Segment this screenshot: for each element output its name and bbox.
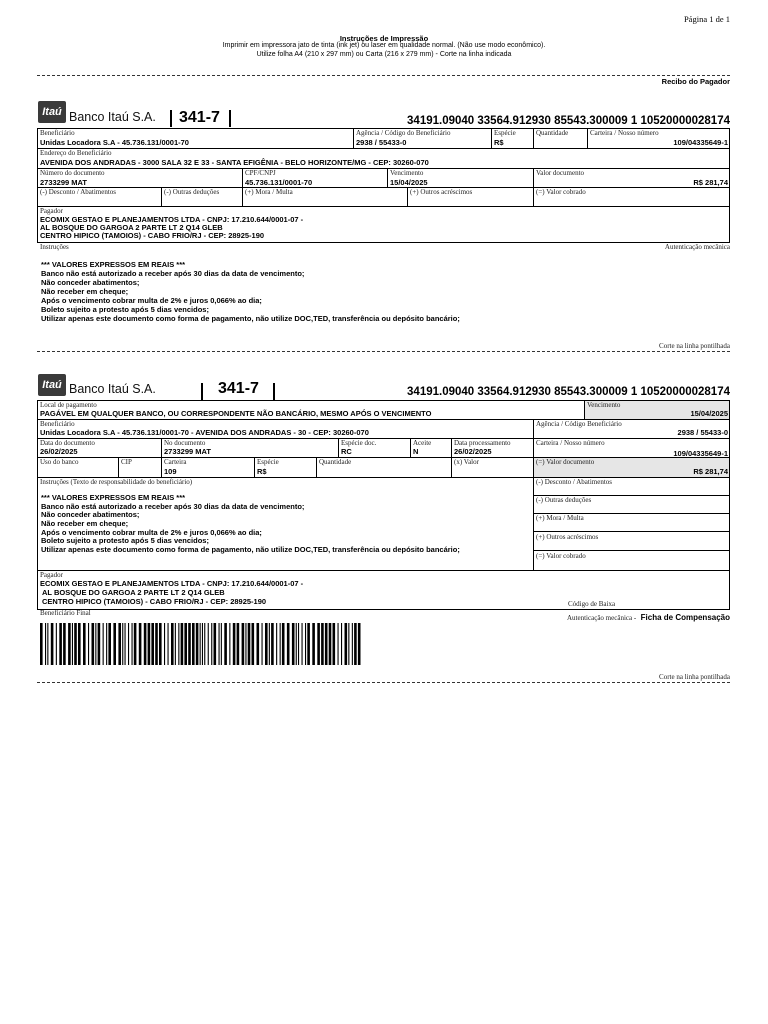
- aceite-value: N: [413, 447, 419, 456]
- data-doc-label: Data do documento: [40, 439, 95, 447]
- nosso-numero-label: Carteira / Nosso número: [536, 439, 605, 447]
- barcode-bar: [333, 623, 336, 665]
- bank-code: 341-7: [179, 109, 220, 126]
- barcode-bar: [321, 623, 324, 665]
- cpf-label: CPF/CNPJ: [245, 169, 276, 177]
- especie-value: R$: [257, 467, 267, 476]
- instruction-line: *** VALORES EXPRESSOS EM REAIS ***: [41, 493, 186, 502]
- barcode-bar: [83, 623, 86, 665]
- local-pagamento-value: PAGÁVEL EM QUALQUER BANCO, OU CORRESPONDENTE NÃO BANCÁRIO, MESMO APÓS O VENCIMENTO: [40, 409, 432, 418]
- beneficiario-label: Beneficiário: [40, 129, 75, 137]
- barcode-bar: [307, 623, 310, 665]
- aceite-label: Aceite: [413, 439, 432, 447]
- barcode: [40, 623, 362, 665]
- barcode-bar: [181, 623, 184, 665]
- barcode-bar: [128, 623, 129, 665]
- barcode-bar: [118, 623, 121, 665]
- valor-doc-value: R$ 281,74: [693, 178, 728, 187]
- cut-label: Corte na linha pontilhada: [659, 673, 730, 681]
- barcode-bar: [72, 623, 73, 665]
- num-doc-value: 2733299 MAT: [40, 178, 87, 187]
- instruction-line: Não receber em cheque;: [41, 287, 129, 296]
- barcode-bar: [47, 623, 48, 665]
- barcode-bar: [211, 623, 212, 665]
- barcode-bar: [248, 623, 251, 665]
- barcode-bar: [265, 623, 268, 665]
- agencia-label: Agência / Código Beneficiário: [536, 420, 622, 428]
- cut-label: Corte na linha pontilhada: [659, 342, 730, 350]
- especie-doc-value: RC: [341, 447, 352, 456]
- barcode-bar: [148, 623, 151, 665]
- barcode-bar: [292, 623, 295, 665]
- desconto-label: (-) Desconto / Abatimentos: [40, 188, 117, 196]
- barcode-bar: [139, 623, 142, 665]
- digitable-line: 34191.09040 33564.912930 85543.300009 1 10520000028174: [407, 115, 730, 127]
- instruction-line: *** VALORES EXPRESSOS EM REAIS ***: [41, 260, 186, 269]
- barcode-bar: [171, 623, 174, 665]
- nosso-numero-value: 109/04335649-1: [673, 449, 728, 458]
- barcode-bar: [237, 623, 240, 665]
- pagador-line: ECOMIX GESTAO E PLANEJAMENTOS LTDA - CNPJ: 17.210.644/0001-07 -: [40, 579, 304, 588]
- instruction-line: Após o vencimento cobrar multa de 2% e juros 0,066% ao dia;: [41, 296, 262, 305]
- bank-name: Banco Itaú S.A.: [69, 382, 156, 396]
- quantidade-label: Quantidade: [319, 458, 352, 466]
- agencia-value: 2938 / 55433-0: [356, 138, 407, 147]
- barcode-bar: [229, 623, 230, 665]
- barcode-bar: [45, 623, 46, 665]
- barcode-bar: [74, 623, 77, 665]
- page-number: Página 1 de 1: [683, 14, 730, 24]
- barcode-bar: [276, 623, 277, 665]
- barcode-bar: [40, 623, 43, 665]
- barcode-bar: [282, 623, 285, 665]
- pagador-label: Pagador: [40, 207, 63, 215]
- cut-line-top: [37, 75, 730, 76]
- ficha-label: Ficha de Compensação: [640, 613, 730, 622]
- pagador-label: Pagador: [40, 571, 63, 579]
- barcode-bar: [192, 623, 195, 665]
- beneficiario-value: Unidas Locadora S.A - 45.736.131/0001-70 - AVENIDA DOS ANDRADAS - 30 - CEP: 30260-070: [40, 428, 369, 437]
- outros-acrescimos-label: (+) Outros acréscimos: [410, 188, 473, 196]
- barcode-bar: [196, 623, 199, 665]
- print-instructions-line1: Imprimir em impressora jato de tinta (ink jet) ou laser em qualidade normal. (Não use modo econômico).: [222, 42, 546, 49]
- barcode-bar: [245, 623, 246, 665]
- barcode-bar: [233, 623, 236, 665]
- barcode-bar: [108, 623, 111, 665]
- barcode-bar: [269, 623, 270, 665]
- barcode-bar: [341, 623, 342, 665]
- barcode-bar: [151, 623, 154, 665]
- divider-bar: [170, 110, 172, 127]
- valor-cobrado-label: (=) Valor cobrado: [536, 552, 586, 560]
- barcode-bar: [178, 623, 179, 665]
- barcode-bar: [208, 623, 209, 665]
- barcode-bar: [257, 623, 260, 665]
- barcode-bar: [188, 623, 191, 665]
- especie-label: Espécie: [257, 458, 279, 466]
- barcode-bar: [302, 623, 303, 665]
- agencia-value: 2938 / 55433-0: [677, 428, 728, 437]
- instrucoes-label: Instruções (Texto de responsabilidade do beneficiário): [40, 478, 193, 486]
- pagador-line: CENTRO HIPICO (TAMOIOS) - CABO FRIO/RJ - CEP: 28925-190: [40, 231, 265, 240]
- autenticacao-line: [567, 607, 730, 625]
- barcode-bar: [113, 623, 116, 665]
- barcode-bar: [168, 623, 169, 665]
- especie-doc-label: Espécie doc.: [341, 439, 377, 447]
- beneficiario-label: Beneficiário: [40, 420, 75, 428]
- barcode-bar: [184, 623, 187, 665]
- barcode-bar: [242, 623, 245, 665]
- num-doc-label: No documento: [164, 439, 206, 447]
- barcode-bar: [88, 623, 89, 665]
- barcode-bar: [317, 623, 320, 665]
- autenticacao-label: Autenticação mecânica -: [567, 614, 637, 622]
- print-instructions-line2: Utilize folha A4 (210 x 297 mm) ou Carta (216 x 279 mm) - Corte na linha indicada: [256, 51, 512, 58]
- beneficiario-value: Unidas Locadora S.A - 45.736.131/0001-70: [40, 138, 189, 147]
- valor-doc-value: R$ 281,74: [693, 467, 728, 476]
- instruction-line: Após o vencimento cobrar multa de 2% e juros 0,066% ao dia;: [41, 528, 262, 537]
- outras-deducoes-label: (-) Outras deduções: [536, 496, 592, 504]
- cpf-value: 45.736.131/0001-70: [245, 178, 313, 187]
- barcode-bar: [224, 623, 227, 665]
- barcode-bar: [125, 623, 126, 665]
- barcode-bar: [51, 623, 54, 665]
- barcode-bar: [68, 623, 71, 665]
- valor-doc-label: Valor documento: [536, 169, 585, 177]
- x-valor-label: (x) Valor: [454, 458, 479, 466]
- barcode-bar: [280, 623, 281, 665]
- instruction-line: Não conceder abatimentos;: [41, 510, 140, 519]
- divider-bar: [201, 383, 203, 400]
- instrucoes-label: Instruções: [40, 243, 69, 251]
- instruction-line: Boleto sujeito a protesto após 5 dias vencidos;: [41, 536, 209, 545]
- barcode-bar: [354, 623, 357, 665]
- barcode-bar: [338, 623, 339, 665]
- barcode-bar: [262, 623, 263, 665]
- vencimento-label: Vencimento: [587, 401, 621, 409]
- instruction-line: Banco não está autorizado a receber após 30 dias da data de vencimento;: [41, 502, 305, 511]
- data-proc-label: Data processamento: [454, 439, 511, 447]
- barcode-bar: [78, 623, 81, 665]
- barcode-bar: [175, 623, 176, 665]
- barcode-bar: [98, 623, 101, 665]
- quantidade-label: Quantidade: [536, 129, 569, 137]
- pagador-line: CENTRO HIPICO (TAMOIOS) - CABO FRIO/RJ - CEP: 28925-190: [42, 597, 267, 606]
- barcode-bar: [164, 623, 165, 665]
- mora-label: (+) Mora / Multa: [536, 514, 584, 522]
- receipt-label: Recibo do Pagador: [661, 77, 730, 86]
- beneficiario-final-label: Beneficiário Final: [40, 609, 91, 617]
- num-doc-value: 2733299 MAT: [164, 447, 211, 456]
- num-doc-label: Número do documento: [40, 169, 105, 177]
- digitable-line: 34191.09040 33564.912930 85543.300009 1 10520000028174: [407, 386, 730, 398]
- barcode-bar: [252, 623, 255, 665]
- valor-doc-label: (=) Valor documento: [536, 458, 595, 466]
- valor-cobrado-label: (=) Valor cobrado: [536, 188, 586, 196]
- endereco-value: AVENIDA DOS ANDRADAS - 3000 SALA 32 E 33 - SANTA EFIGÊNIA - BELO HORIZONTE/MG - CEP: 30260-070: [40, 158, 429, 167]
- endereco-label: Endereço do Beneficiário: [40, 149, 112, 157]
- instruction-line: Não receber em cheque;: [41, 519, 129, 528]
- cip-label: CIP: [121, 458, 132, 466]
- vencimento-value: 15/04/2025: [690, 409, 728, 418]
- barcode-bar: [63, 623, 66, 665]
- barcode-bar: [352, 623, 353, 665]
- mora-label: (+) Mora / Multa: [245, 188, 293, 196]
- agencia-label: Agência / Código do Beneficiário: [356, 129, 451, 137]
- data-doc-value: 26/02/2025: [40, 447, 78, 456]
- cut-line: [37, 351, 730, 352]
- pagador-line: AL BOSQUE DO GARGOA 2 PARTE LT 2 Q14 GLEB: [42, 588, 225, 597]
- print-instructions-title: Instruções de Impressão: [339, 34, 429, 43]
- barcode-bar: [56, 623, 57, 665]
- barcode-bar: [144, 623, 147, 665]
- barcode-bar: [329, 623, 332, 665]
- barcode-bar: [287, 623, 290, 665]
- vencimento-value: 15/04/2025: [390, 178, 428, 187]
- divider-bar: [229, 110, 231, 127]
- especie-value: R$: [494, 138, 504, 147]
- barcode-bar: [202, 623, 203, 665]
- instruction-line: Banco não está autorizado a receber após 30 dias da data de vencimento;: [41, 269, 305, 278]
- barcode-bar: [200, 623, 201, 665]
- barcode-bar: [271, 623, 274, 665]
- pagador-line: ECOMIX GESTAO E PLANEJAMENTOS LTDA - CNPJ: 17.210.644/0001-07 -: [40, 215, 304, 224]
- carteira-label: Carteira: [164, 458, 187, 466]
- outros-acrescimos-label: (+) Outros acréscimos: [536, 533, 599, 541]
- barcode-bar: [92, 623, 95, 665]
- barcode-bar: [325, 623, 328, 665]
- barcode-bar: [103, 623, 104, 665]
- bank-code: 341-7: [218, 380, 259, 397]
- barcode-bar: [348, 623, 349, 665]
- cut-line: [37, 682, 730, 683]
- carteira-label: Carteira / Nosso número: [590, 129, 659, 137]
- desconto-label: (-) Desconto / Abatimentos: [536, 478, 613, 486]
- barcode-bar: [95, 623, 96, 665]
- data-proc-value: 26/02/2025: [454, 447, 492, 456]
- barcode-bar: [358, 623, 361, 665]
- local-pagamento-label: Local de pagamento: [40, 401, 97, 409]
- barcode-bar: [345, 623, 348, 665]
- bank-name: Banco Itaú S.A.: [69, 110, 156, 124]
- nosso-numero-value: 109/04335649-1: [673, 138, 728, 147]
- instruction-line: Boleto sujeito a protesto após 5 dias vencidos;: [41, 305, 209, 314]
- autenticacao-label: Autenticação mecânica: [664, 243, 730, 251]
- instruction-line: Não conceder abatimentos;: [41, 278, 140, 287]
- barcode-bar: [155, 623, 158, 665]
- barcode-bar: [221, 623, 222, 665]
- itau-logo: Itaú: [38, 101, 66, 123]
- barcode-bar: [214, 623, 217, 665]
- barcode-bar: [204, 623, 205, 665]
- barcode-bar: [122, 623, 123, 665]
- barcode-bar: [134, 623, 137, 665]
- itau-logo: Itaú: [38, 374, 66, 396]
- codigo-baixa-label: Código de Baixa: [568, 600, 616, 608]
- barcode-bar: [219, 623, 220, 665]
- barcode-bar: [312, 623, 315, 665]
- vencimento-label: Vencimento: [390, 169, 424, 177]
- barcode-bar: [305, 623, 306, 665]
- barcode-bar: [159, 623, 162, 665]
- barcode-bar: [106, 623, 107, 665]
- barcode-bar: [59, 623, 62, 665]
- barcode-bar: [298, 623, 299, 665]
- divider-bar: [273, 383, 275, 400]
- instruction-line: Utilizar apenas este documento como forma de pagamento, não utilize DOC,TED, transferência ou depósito bancário;: [41, 314, 460, 323]
- especie-label: Espécie: [494, 129, 516, 137]
- barcode-bar: [132, 623, 133, 665]
- pagador-line: AL BOSQUE DO GARGOA 2 PARTE LT 2 Q14 GLEB: [40, 223, 223, 232]
- uso-banco-label: Uso do banco: [40, 458, 79, 466]
- carteira-value: 109: [164, 467, 177, 476]
- instruction-line: Utilizar apenas este documento como forma de pagamento, não utilize DOC,TED, transferência ou depósito bancário;: [41, 545, 460, 554]
- barcode-bar: [296, 623, 297, 665]
- outras-deducoes-label: (-) Outras deduções: [164, 188, 220, 196]
